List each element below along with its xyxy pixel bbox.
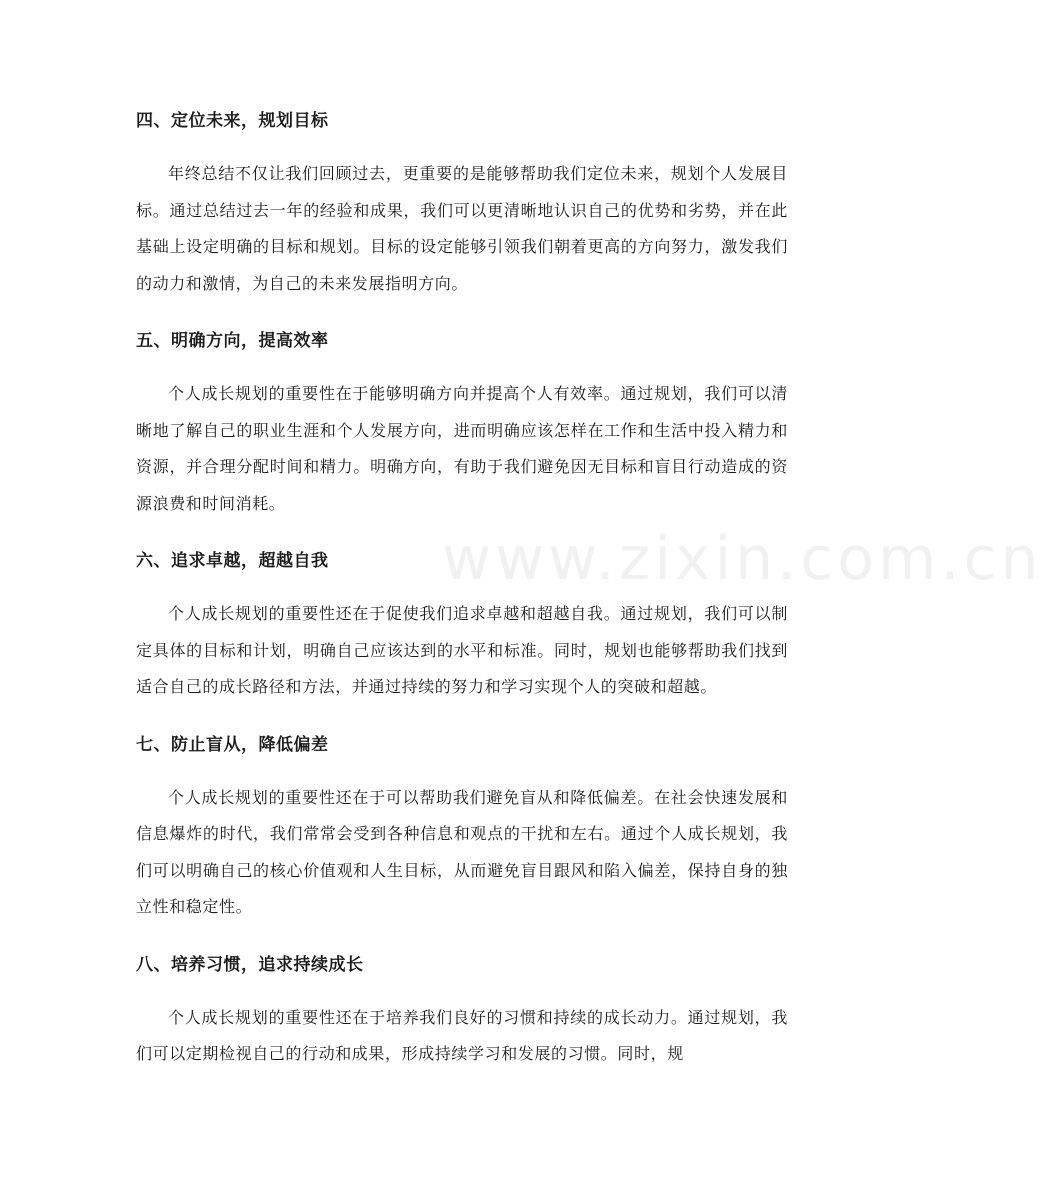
section-paragraph: 个人成长规划的重要性还在于可以帮助我们避免盲从和降低偏差。在社会快速发展和信息爆炸的时代，我们常常会受到各种信息和观点的干扰和左右。通过个人成长规划，我们可以明确自己的核心价值观和人生目标，从而避免盲目跟风和陷入偏差，保持自身的独立性和稳定性。: [136, 787, 788, 916]
section-paragraph: 个人成长规划的重要性还在于促使我们追求卓越和超越自我。通过规划，我们可以制定具体的目标和计划，明确自己应该达到的水平和标准。同时，规划也能够帮助我们找到适合自己的成长路径和方法，并通过持续的努力和学习实现个人的突破和超越。: [136, 604, 788, 696]
section-paragraph: 个人成长规划的重要性在于能够明确方向并提高个人有效率。通过规划，我们可以清晰地了解自己的职业生涯和个人发展方向，进而明确应该怎样在工作和生活中投入精力和资源，并合理分配时间和精力。明确方向，有助于我们避免因无目标和盲目行动造成的资源浪费和时间消耗。: [136, 384, 788, 513]
section-6: [136, 544, 788, 706]
section-paragraph: 年终总结不仅让我们回顾过去，更重要的是能够帮助我们定位未来，规划个人发展目标。通过总结过去一年的经验和成果，我们可以更清晰地认识自己的优势和劣势，并在此基础上设定明确的目标和规划。目标的设定能够引领我们朝着更高的方向努力，激发我们的动力和激情，为自己的未来发展指明方向。: [136, 164, 788, 293]
section-8: [136, 948, 788, 1073]
section-heading: 四、定位未来，规划目标: [136, 111, 329, 131]
section-7: [136, 728, 788, 926]
section-5: [136, 324, 788, 522]
section-heading: 五、明确方向，提高效率: [136, 331, 329, 351]
section-heading: 八、培养习惯，追求持续成长: [136, 954, 364, 975]
watermark: www.zixin.com.cn: [442, 524, 1042, 594]
section-paragraph: 个人成长规划的重要性还在于培养我们良好的习惯和持续的成长动力。通过规划，我们可以定期检视自己的行动和成果，形成持续学习和发展的习惯。同时，规: [136, 1007, 788, 1063]
section-4: [136, 104, 788, 302]
section-heading: 七、防止盲从，降低偏差: [136, 734, 329, 755]
section-heading: 六、追求卓越，超越自我: [136, 551, 329, 571]
document-body: [136, 104, 788, 1095]
